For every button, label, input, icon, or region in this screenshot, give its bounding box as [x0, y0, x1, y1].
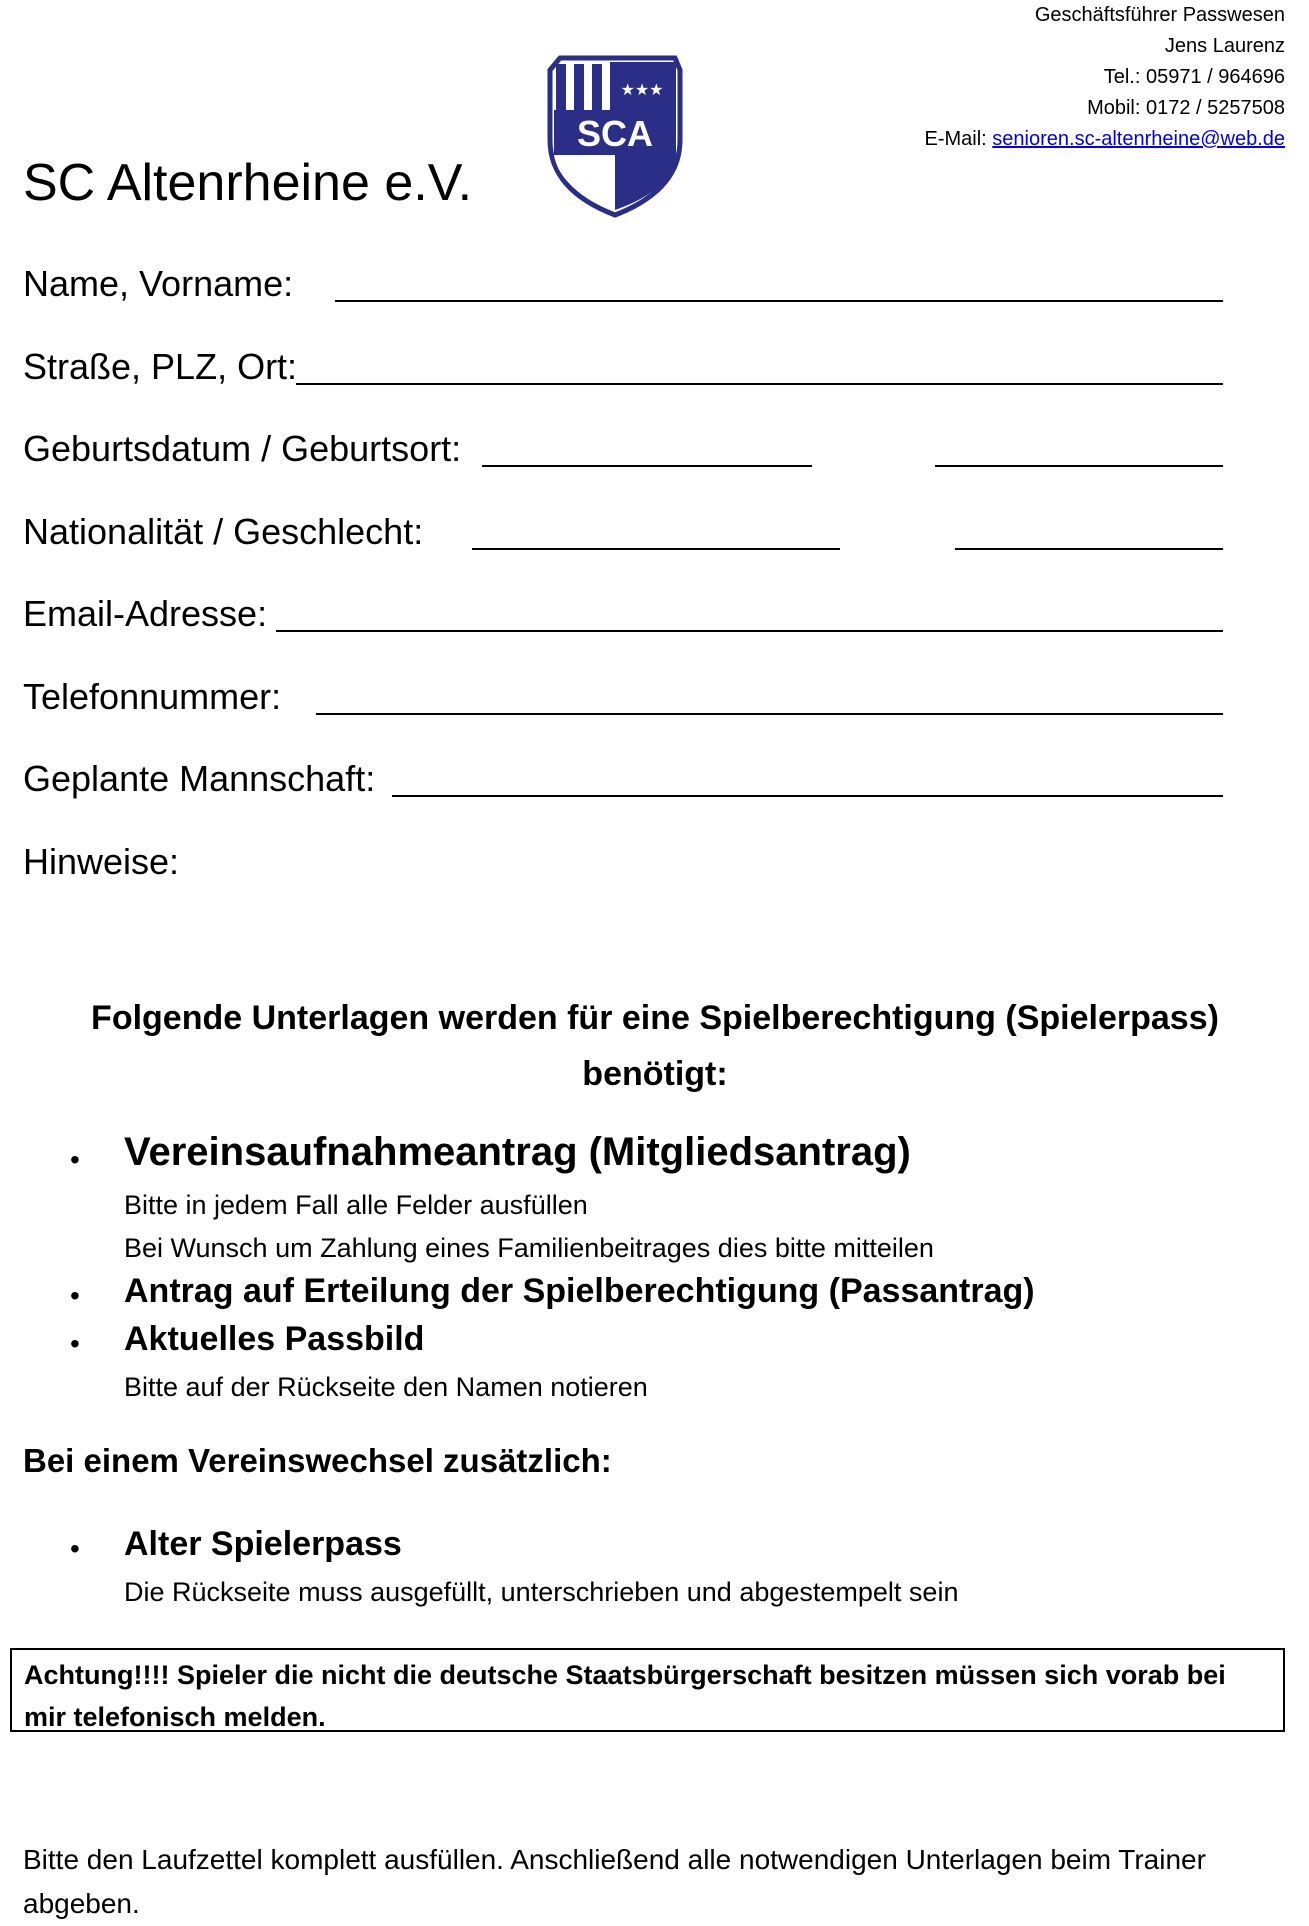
bullet: •	[70, 1280, 80, 1311]
field-label-team: Geplante Mannschaft:	[23, 758, 376, 799]
field-line-team[interactable]	[392, 795, 1223, 797]
field-line-birthdate[interactable]	[482, 465, 812, 467]
notice-box: Achtung!!!! Spieler die nicht die deutsche Staatsbürgerschaft besitzen müssen sich vorab bei mir telefonisch melden.	[10, 1648, 1285, 1732]
item-title: Aktuelles Passbild	[124, 1320, 425, 1358]
field-line-birthplace[interactable]	[935, 465, 1223, 467]
item-title: Vereinsaufnahmeantrag (Mitgliedsantrag)	[124, 1130, 911, 1174]
field-label-birth: Geburtsdatum / Geburtsort:	[23, 428, 462, 469]
item-title: Antrag auf Erteilung der Spielberechtigung (Passantrag)	[124, 1272, 1035, 1310]
contact-phone: Tel.: 05971 / 964696	[1103, 66, 1285, 88]
item-note: Die Rückseite muss ausgefüllt, unterschrieben und abgestempelt sein	[124, 1577, 959, 1607]
club-name: SC Altenrheine e.V.	[23, 154, 473, 212]
field-line-address[interactable]	[296, 383, 1223, 385]
field-line-nationality[interactable]	[472, 548, 840, 550]
documents-title	[60, 990, 1250, 1102]
logo-stars: ★★★	[620, 82, 664, 99]
field-label-address: Straße, PLZ, Ort:	[23, 346, 298, 387]
contact-email-row	[925, 124, 1286, 155]
bullet: •	[70, 1144, 80, 1175]
contact-name: Jens Laurenz	[1164, 35, 1285, 57]
bullet: •	[70, 1328, 80, 1359]
contact-block	[925, 0, 1286, 155]
field-label-notes: Hinweise:	[23, 841, 180, 882]
item-note: Bei Wunsch um Zahlung eines Familienbeitrages dies bitte mitteilen	[124, 1233, 934, 1263]
transfer-heading: Bei einem Vereinswechsel zusätzlich:	[23, 1442, 612, 1479]
footer-instructions: Bitte den Laufzettel komplett ausfüllen. Anschließend alle notwendigen Unterlagen beim Trainer abgeben.	[23, 1844, 1206, 1919]
bullet: •	[70, 1533, 80, 1564]
item-title: Alter Spielerpass	[124, 1525, 402, 1563]
field-label-phone: Telefonnummer:	[23, 676, 282, 717]
item-note: Bitte in jedem Fall alle Felder ausfüllen	[124, 1190, 588, 1220]
field-line-gender[interactable]	[955, 548, 1223, 550]
field-label-name: Name, Vorname:	[23, 263, 294, 304]
field-line-phone[interactable]	[316, 713, 1223, 715]
field-label-nationality: Nationalität / Geschlecht:	[23, 511, 424, 552]
contact-email-link[interactable]: senioren.sc-altenrheine@web.de	[992, 128, 1285, 150]
field-line-email[interactable]	[276, 630, 1223, 632]
field-label-email: Email-Adresse:	[23, 593, 268, 634]
contact-role: Geschäftsführer Passwesen	[1034, 4, 1285, 26]
item-note: Bitte auf der Rückseite den Namen notieren	[124, 1372, 648, 1402]
documents-title-line1: Folgende Unterlagen werden für eine Spielberechtigung (Spielerpass)	[91, 999, 1219, 1037]
contact-email-label: E-Mail:	[924, 128, 993, 150]
documents-title-line2: benötigt:	[582, 1055, 728, 1093]
contact-mobile: Mobil: 0172 / 5257508	[1087, 97, 1285, 119]
club-logo	[540, 50, 690, 220]
logo-letters: SCA	[576, 113, 654, 154]
field-line-name[interactable]	[335, 300, 1223, 302]
